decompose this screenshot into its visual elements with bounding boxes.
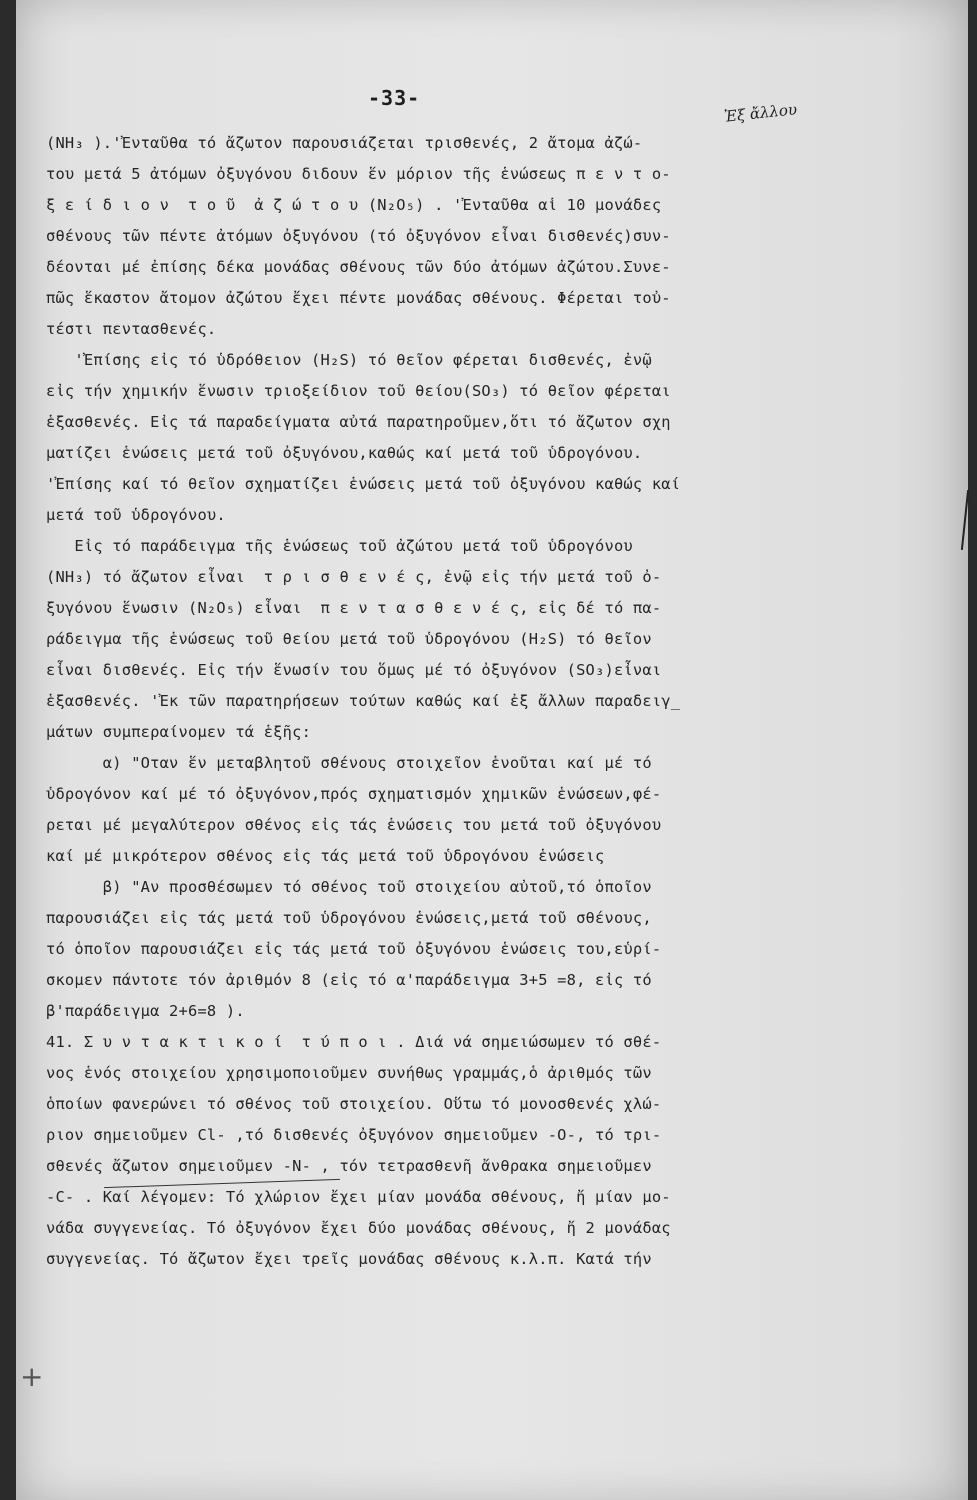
text-line: του μετά 5 ἀτόμων ὀξυγόνου διδουν ἕν μόριον τῆς ἑνώσεως π ε ν τ ο- bbox=[46, 165, 671, 183]
margin-bracket bbox=[961, 490, 969, 550]
section-heading-line: 41. Σ υ ν τ α κ τ ι κ ο ί τ ύ π ο ι . Διά νά σημειώσωμεν τό σθέ- bbox=[46, 1033, 662, 1051]
text-line: 'Ἐπίσης εἰς τό ὑδρόθειον (H₂S) τό θεῖον φέρεται δισθενές, ἐνῷ bbox=[46, 351, 652, 369]
text-line: δέονται μέ ἐπίσης δέκα μονάδας σθένους τῶν δύο ἀτόμων ἀζώτου.Συνε- bbox=[46, 258, 671, 276]
text-line: β) "Αν προσθέσωμεν τό σθένος τοῦ στοιχείου αὐτοῦ,τό ὁποῖον bbox=[46, 878, 652, 896]
text-line: τό ὁποῖον παρουσιάζει εἰς τάς μετά τοῦ ὀξυγόνου ἑνώσεις του,εὑρί- bbox=[46, 940, 662, 958]
text-line: ριον σημειοῦμεν Cl- ,τό δισθενές ὀξυγόνον σημειοῦμεν -O-, τό τρι- bbox=[46, 1126, 662, 1144]
text-line: ξ ε ί δ ι ο ν τ ο ῦ ἀ ζ ώ τ ο υ (N₂O₅) . 'Ἐνταῦθα αἱ 10 μονάδες bbox=[46, 196, 662, 214]
text-line: μετά τοῦ ὑδρογόνου. bbox=[46, 506, 226, 524]
text-line: -C- . Καί λέγομεν: Τό χλώριον ἔχει μίαν μονάδα σθένους, ἤ μίαν μο- bbox=[46, 1188, 671, 1206]
text-line: Εἰς τό παράδειγμα τῆς ἑνώσεως τοῦ ἀζώτου μετά τοῦ ὑδρογόνου bbox=[46, 537, 633, 555]
text-line: ξυγόνου ἕνωσιν (N₂O₅) εἶναι π ε ν τ α σ θ ε ν έ ς, εἰς δέ τό πα- bbox=[46, 599, 662, 617]
document-page bbox=[16, 0, 968, 1500]
text-line: ὁποίων φανερώνει τό σθένος τοῦ στοιχείου. Οὕτω τό μονοσθενές χλώ- bbox=[46, 1095, 662, 1113]
text-line: ματίζει ἑνώσεις μετά τοῦ ὀξυγόνου,καθώς καί μετά τοῦ ὑδρογόνου. bbox=[46, 444, 643, 462]
text-line: νάδα συγγενείας. Τό ὀξυγόνον ἔχει δύο μονάδας σθένους, ἤ 2 μονάδας bbox=[46, 1219, 671, 1237]
text-line: ἑξασθενές. Εἰς τά παραδείγματα αὐτά παρατηροῦμεν,ὅτι τό ἄζωτον σχη bbox=[46, 413, 671, 431]
text-line: σκομεν πάντοτε τόν ἀριθμόν 8 (εἰς τό α'παράδειγμα 3+5 =8, εἰς τό bbox=[46, 971, 652, 989]
text-line: ράδειγμα τῆς ἑνώσεως τοῦ θείου μετά τοῦ ὑδρογόνου (H₂S) τό θεῖον bbox=[46, 630, 652, 648]
body-text bbox=[46, 128, 956, 1275]
handwritten-annotation: Ἐξ ἄλλου bbox=[723, 100, 798, 126]
text-line: ἑξασθενές. 'Ἐκ τῶν παρατηρήσεων τούτων καθώς καί ἐξ ἄλλων παραδειγ_ bbox=[46, 692, 681, 710]
text-line: σθένους τῶν πέντε ἀτόμων ὀξυγόνου (τό ὀξυγόνον εἶναι δισθενές)συν- bbox=[46, 227, 671, 245]
text-line: τέστι πεντασθενές. bbox=[46, 320, 217, 338]
text-line: 'Ἐπίσης καί τό θεῖον σχηματίζει ἑνώσεις μετά τοῦ ὀξυγόνου καθώς καί bbox=[46, 475, 681, 493]
text-line: β'παράδειγμα 2+6=8 ). bbox=[46, 1002, 245, 1020]
text-line: παρουσιάζει εἰς τάς μετά τοῦ ὑδρογόνου ἑνώσεις,μετά τοῦ σθένους, bbox=[46, 909, 652, 927]
text-line: πῶς ἕκαστον ἄτομον ἀζώτου ἔχει πέντε μονάδας σθένους. Φέρεται τοὐ- bbox=[46, 289, 671, 307]
text-line: εἶναι δισθενές. Εἰς τήν ἕνωσίν του ὅμως μέ τό ὀξυγόνον (SO₃)εἶναι bbox=[46, 661, 662, 679]
text-line: συγγενείας. Τό ἄζωτον ἔχει τρεῖς μονάδας σθένους κ.λ.π. Κατά τήν bbox=[46, 1250, 652, 1268]
page-number: -33- bbox=[368, 86, 421, 110]
text-line: α) "Οταν ἕν μεταβλητοῦ σθένους στοιχεῖον ἑνοῦται καί μέ τό bbox=[46, 754, 652, 772]
text-line: σθενές ἄζωτον σημειοῦμεν -N- , τόν τετρασθενῆ ἄνθρακα σημειοῦμεν bbox=[46, 1157, 652, 1175]
text-line: εἰς τήν χημικήν ἕνωσιν τριοξείδιον τοῦ θείου(SO₃) τό θεῖον φέρεται bbox=[46, 382, 671, 400]
text-line: (NH₃ ).'Ἐνταῦθα τό ἄζωτον παρουσιάζεται τρισθενές, 2 ἄτομα ἀζώ- bbox=[46, 134, 643, 152]
text-line: ρεται μέ μεγαλύτερον σθένος εἰς τάς ἑνώσεις του μετά τοῦ ὀξυγόνου bbox=[46, 816, 662, 834]
margin-cross-mark: + bbox=[20, 1360, 44, 1393]
text-line: ὑδρογόνον καί μέ τό ὀξυγόνον,πρός σχηματισμόν χημικῶν ἑνώσεων,φέ- bbox=[46, 785, 662, 803]
text-line: (NH₃) τό ἄζωτον εἶναι τ ρ ι σ θ ε ν έ ς, ἐνῷ εἰς τήν μετά τοῦ ὀ- bbox=[46, 568, 662, 586]
text-line: νος ἑνός στοιχείου χρησιμοποιοῦμεν συνήθως γραμμάς,ὁ ἀριθμός τῶν bbox=[46, 1064, 652, 1082]
text-line: καί μέ μικρότερον σθένος εἰς τάς μετά τοῦ ὑδρογόνου ἑνώσεις bbox=[46, 847, 605, 865]
text-line: μάτων συμπεραίνομεν τά ἑξῆς: bbox=[46, 723, 312, 741]
